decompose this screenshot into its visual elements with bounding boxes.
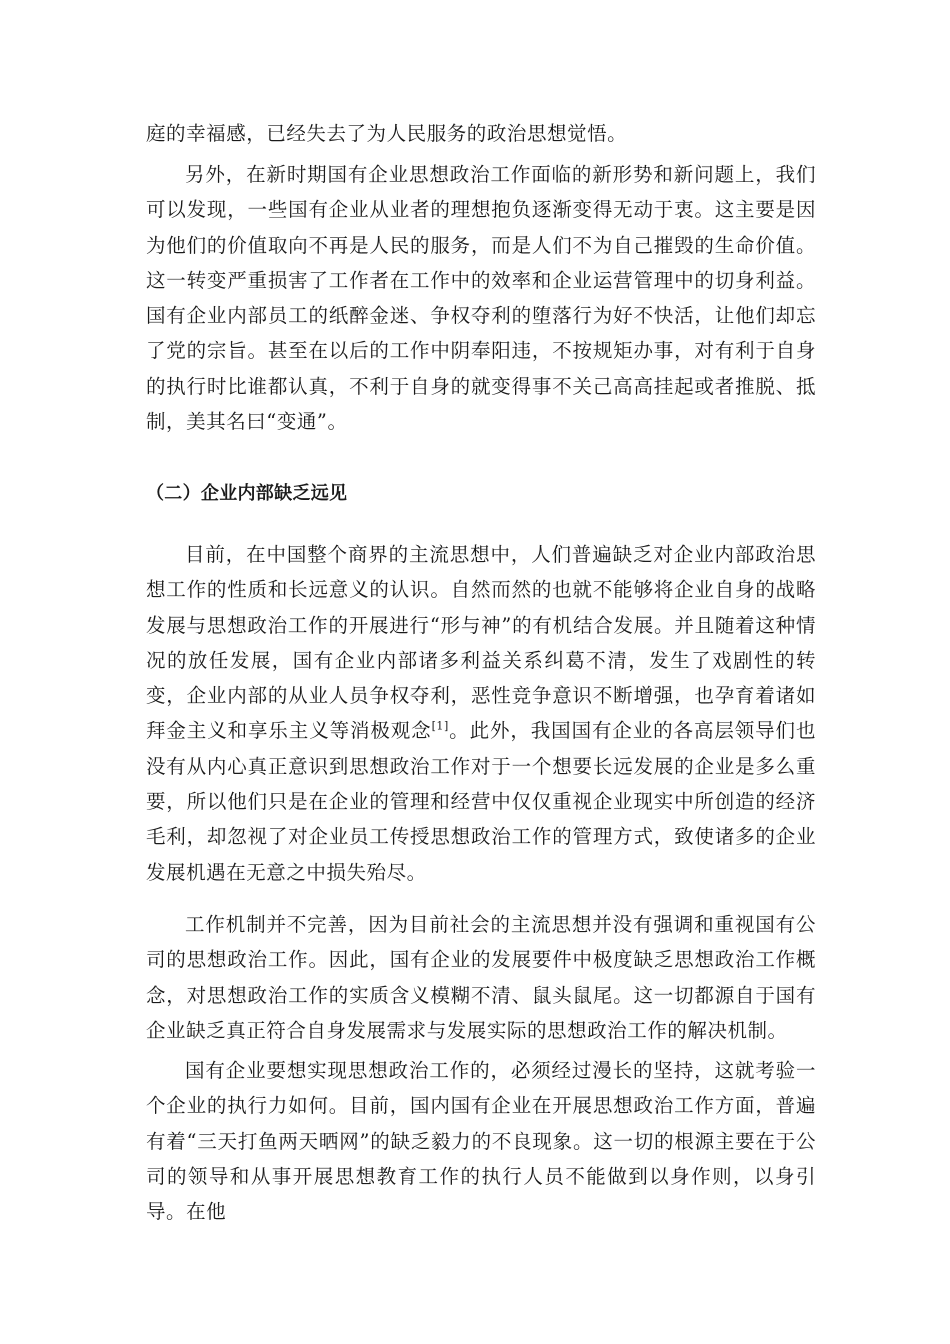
citation-ref: [1] xyxy=(431,719,449,733)
paragraph-3 xyxy=(146,537,816,890)
paragraph-3-text-a: 目前，在中国整个商界的主流思想中，人们普遍缺乏对企业内部政治思想工作的性质和长远意义的认识。自然而然的也就不能够将企业自身的战略发展与思想政治工作的开展进行“形与神”的有机结合发展。并且随着这种情况的放任发展，国有企业内部诸多利益关系纠葛不清，发生了戏剧性的转变，企业内部的从业人员争权夺利，恶性竞争意识不断增强，也孕育着诸如拜金主义和享乐主义等消极观念 xyxy=(146,543,816,743)
paragraph-5: 国有企业要想实现思想政治工作的，必须经过漫长的坚持，这就考验一个企业的执行力如何。目前，国内国有企业在开展思想政治工作方面，普遍有着“三天打鱼两天晒网”的缺乏毅力的不良现象。这一切的根源主要在于公司的领导和从事开展思想教育工作的执行人员不能做到以身作则，以身引导。在他 xyxy=(146,1059,816,1224)
paragraph-3-text-b: 。此外，我国国有企业的各高层领导们也没有从内心真正意识到思想政治工作对于一个想要长远发展的企业是多么重要，所以他们只是在企业的管理和经营中仅仅重视企业现实中所创造的经济毛利，却忽视了对企业员工传授思想政治工作的管理方式，致使诸多的企业发展机遇在无意之中损失殆尽。 xyxy=(146,719,817,884)
paragraph-1: 庭的幸福感，已经失去了为人民服务的政治思想觉悟。 xyxy=(146,122,628,145)
paragraph-2: 另外，在新时期国有企业思想政治工作面临的新形势和新问题上，我们可以发现，一些国有企业从业者的理想抱负逐渐变得无动于衷。这主要是因为他们的价值取向不再是人民的服务，而是人们不为自己摧毁的生命价值。这一转变严重损害了工作者在工作中的效率和企业运营管理中的切身利益。国有企业内部员工的纸醉金迷、争权夺利的堕落行为好不快活，让他们却忘了党的宗旨。甚至在以后的工作中阴奉阳违，不按规矩办事，对有利于自身的执行时比谁都认真，不利于自身的就变得事不关己高高挂起或者推脱、抵制，美其名曰“变通”。 xyxy=(146,163,816,434)
paragraph-4: 工作机制并不完善，因为目前社会的主流思想并没有强调和重视国有公司的思想政治工作。因此，国有企业的发展要件中极度缺乏思想政治工作概念，对思想政治工作的实质含义模糊不清、鼠头鼠尾。这一切都源自于国有企业缺乏真正符合自身发展需求与发展实际的思想政治工作的解决机制。 xyxy=(146,913,816,1042)
section-heading: （二）企业内部缺乏远见 xyxy=(146,483,348,504)
